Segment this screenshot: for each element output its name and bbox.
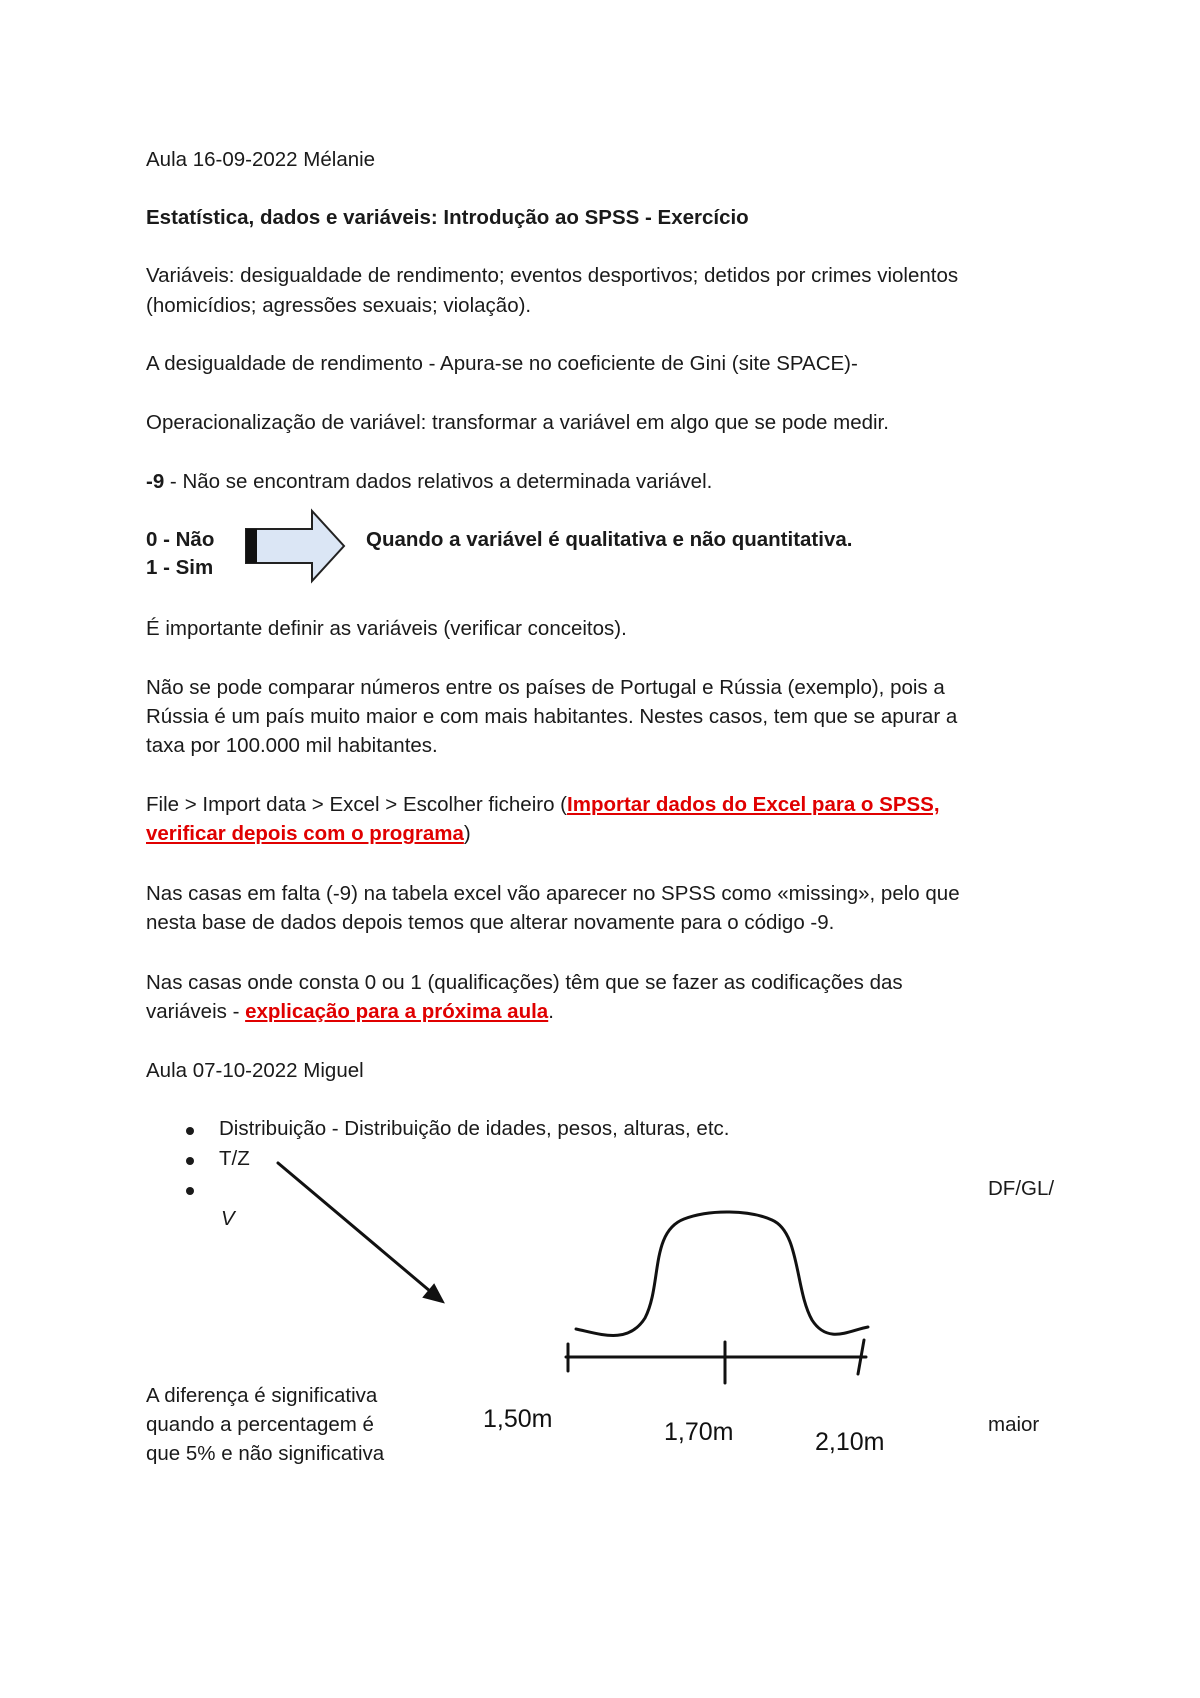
bullet-item-tz: T/Z: [219, 1147, 250, 1170]
significance-line-3: que 5% e não significativa: [146, 1442, 385, 1465]
significance-line-2: quando a percentagem é: [146, 1413, 374, 1436]
bell-curve: [576, 1212, 868, 1336]
coding-prefix: variáveis -: [146, 1000, 246, 1023]
axis: [566, 1340, 866, 1383]
lesson2-header: Aula 07-10-2022 Miguel: [146, 1059, 364, 1082]
axis-label-1: 1,50m: [483, 1405, 553, 1433]
code-no: 0 - Não: [146, 528, 215, 551]
missing-line-2: nesta base de dados depois temos que alterar novamente para o código -9.: [146, 911, 835, 934]
import-prefix: File > Import data > Excel > Escolher ficheiro (: [146, 793, 568, 816]
v-label: V: [221, 1207, 235, 1230]
operationalization-paragraph: Operacionalização de variável: transformar a variável em algo que se pode medir.: [146, 411, 889, 434]
coding-highlight: explicação para a próxima aula: [245, 1000, 549, 1023]
df-label: DF/GL/: [988, 1177, 1055, 1200]
compare-line-2: Rússia é um país muito maior e com mais habitantes. Nestes casos, tem que se apurar a: [146, 705, 958, 728]
import-highlight-1: Importar dados do Excel para o SPSS,: [567, 793, 940, 816]
coding-line-1: Nas casas onde consta 0 ou 1 (qualificações) têm que se fazer as codificações das: [146, 971, 903, 994]
define-variables-paragraph: É importante definir as variáveis (verificar conceitos).: [146, 617, 627, 640]
missing-line-1: Nas casas em falta (-9) na tabela excel vão aparecer no SPSS como «missing», pelo que: [146, 882, 960, 905]
variables-line-2: (homicídios; agressões sexuais; violação).: [146, 294, 532, 317]
axis-label-3: 2,10m: [815, 1428, 885, 1456]
compare-line-1: Não se pode comparar números entre os países de Portugal e Rússia (exemplo), pois a: [146, 676, 945, 699]
gini-paragraph: A desigualdade de rendimento - Apura-se no coeficiente de Gini (site SPACE)-: [146, 352, 858, 375]
lesson1-header: Aula 16-09-2022 Mélanie: [146, 148, 376, 171]
diagonal-arrow-icon: [278, 1163, 443, 1302]
axis-label-2: 1,70m: [664, 1418, 734, 1446]
qualitative-note: Quando a variável é qualitativa e não quantitativa.: [366, 528, 853, 551]
coding-suffix: .: [548, 1000, 554, 1023]
variables-line-1: Variáveis: desigualdade de rendimento; eventos desportivos; detidos por crimes violentos: [146, 264, 959, 287]
compare-line-3: taxa por 100.000 mil habitantes.: [146, 734, 438, 757]
missing-code-text: - Não se encontram dados relativos a determinada variável.: [164, 470, 713, 493]
import-highlight-2: verificar depois com o programa: [146, 822, 464, 845]
lesson1-title: Estatística, dados e variáveis: Introdução ao SPSS - Exercício: [146, 206, 749, 229]
maior-label: maior: [988, 1413, 1040, 1436]
bullet-item-distribution: Distribuição - Distribuição de idades, pesos, alturas, etc.: [219, 1117, 730, 1140]
missing-code: -9: [146, 470, 165, 493]
code-yes: 1 - Sim: [146, 556, 214, 579]
import-suffix: ): [463, 822, 471, 845]
significance-line-1: A diferença é significativa: [146, 1384, 378, 1407]
